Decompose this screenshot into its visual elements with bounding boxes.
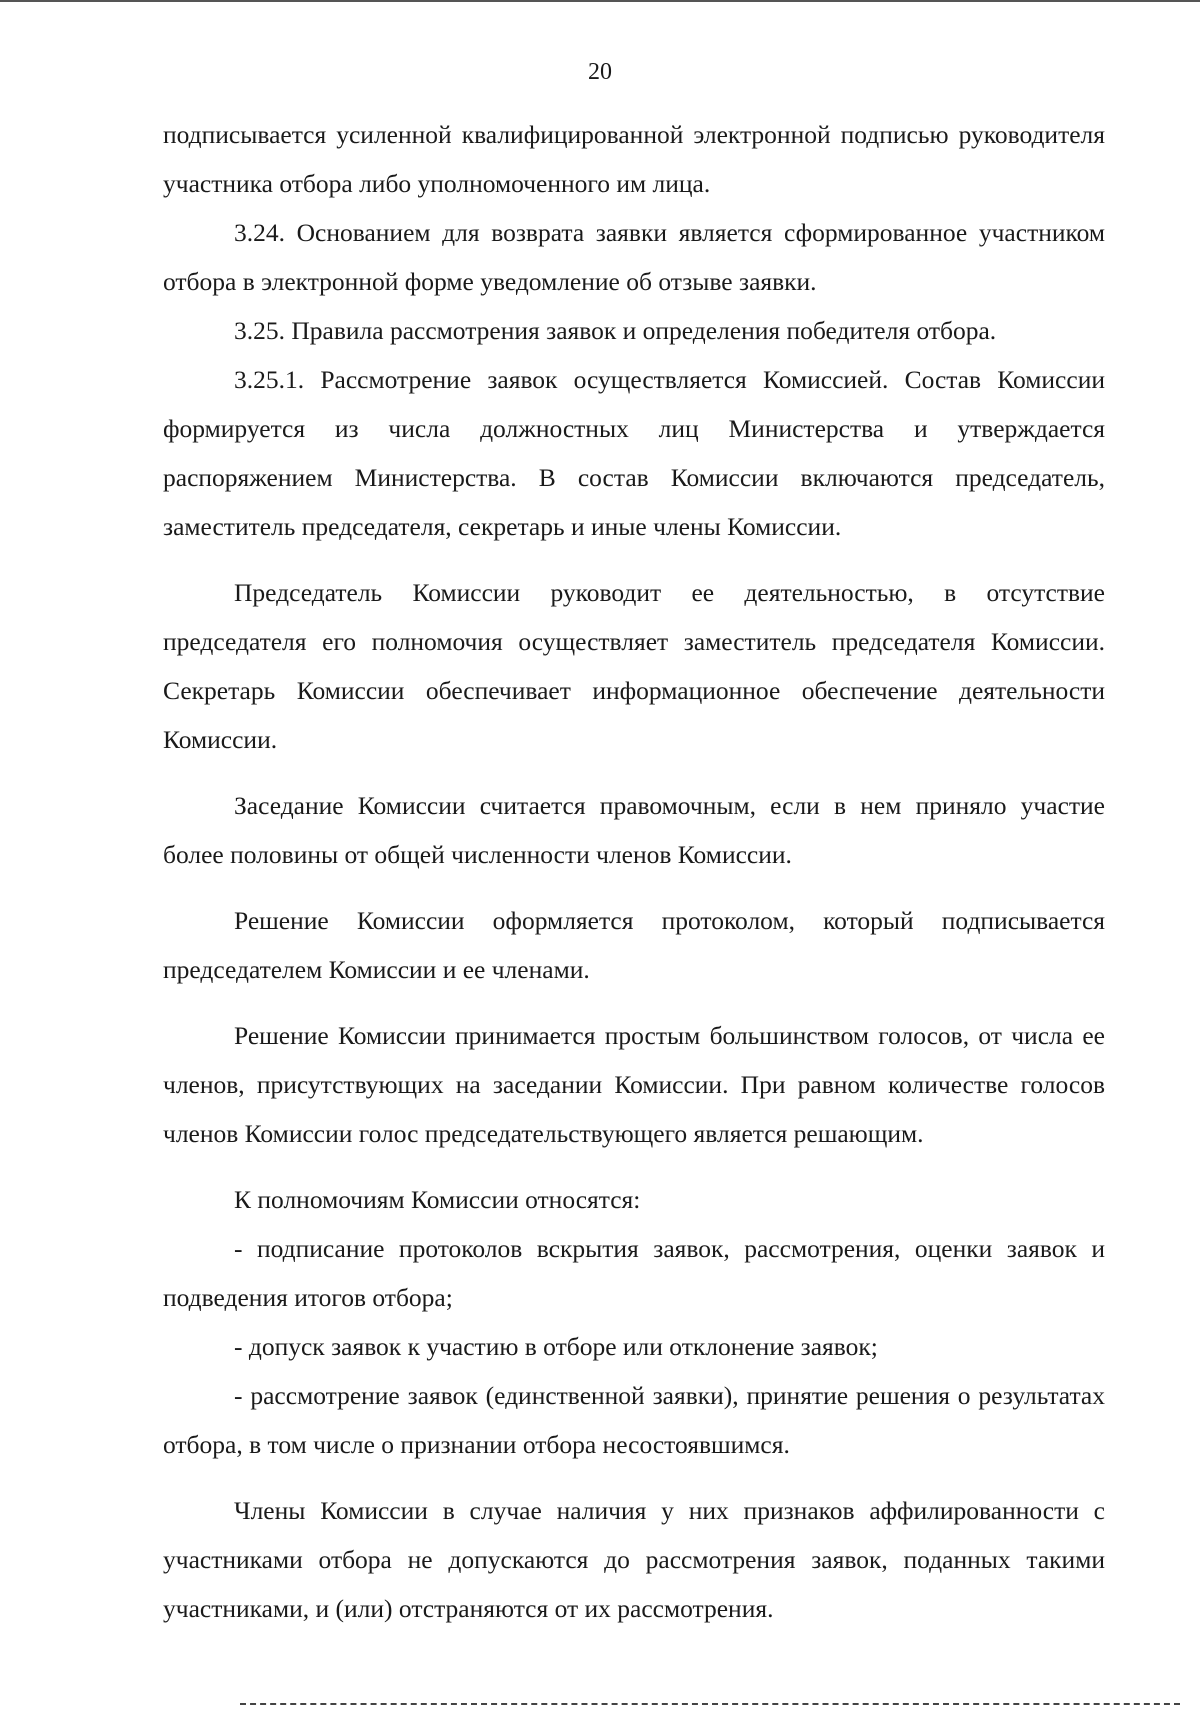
scan-edge-bottom (240, 1703, 1180, 1705)
paragraph-3-25: 3.25. Правила рассмотрения заявок и определения победителя отбора. (234, 316, 997, 345)
document-body (163, 110, 1105, 1633)
paragraph-affiliation: Члены Комиссии в случае наличия у них признаков аффилированности с участниками отбора не допускаются до рассмотрения заявок, поданных такими участниками, и (или) отстраняются от их рассмотрения. (163, 1496, 1105, 1623)
paragraph-3-24: 3.24. Основанием для возврата заявки является сформированное участником отбора в электронной форме уведомление об отзыве заявки. (163, 218, 1105, 296)
scan-edge-top (0, 0, 1200, 2)
paragraph-protocol: Решение Комиссии оформляется протоколом, который подписывается председателем Комиссии и ее членами. (163, 906, 1105, 984)
list-item-signing: - подписание протоколов вскрытия заявок, рассмотрения, оценки заявок и подведения итогов отбора; (163, 1234, 1105, 1312)
paragraph-quorum: Заседание Комиссии считается правомочным, если в нем приняло участие более половины от общей численности членов Комиссии. (163, 791, 1105, 869)
paragraph-continuation: подписывается усиленной квалифицированной электронной подписью руководителя участника отбора либо уполномоченного им лица. (163, 120, 1105, 198)
paragraph-powers-heading: К полномочиям Комиссии относятся: (234, 1185, 641, 1214)
page-number: 20 (588, 59, 612, 85)
paragraph-chairman: Председатель Комиссии руководит ее деятельностью, в отсутствие председателя его полномочия осуществляет заместитель председателя Комиссии. Секретарь Комиссии обеспечивает информационное обеспечение деятельности Комиссии. (163, 578, 1105, 754)
paragraph-3-25-1: 3.25.1. Рассмотрение заявок осуществляется Комиссией. Состав Комиссии формируется из числа должностных лиц Министерства и утверждается распоряжением Министерства. В состав Комиссии включаются председатель, заместитель председателя, секретарь и иные члены Комиссии. (163, 365, 1105, 541)
list-item-admission: - допуск заявок к участию в отборе или отклонение заявок; (234, 1332, 878, 1361)
paragraph-voting: Решение Комиссии принимается простым большинством голосов, от числа ее членов, присутствующих на заседании Комиссии. При равном количестве голосов членов Комиссии голос председательствующего является решающим. (163, 1021, 1105, 1148)
list-item-review: - рассмотрение заявок (единственной заявки), принятие решения о результатах отбора, в том числе о признании отбора несостоявшимся. (163, 1381, 1105, 1459)
